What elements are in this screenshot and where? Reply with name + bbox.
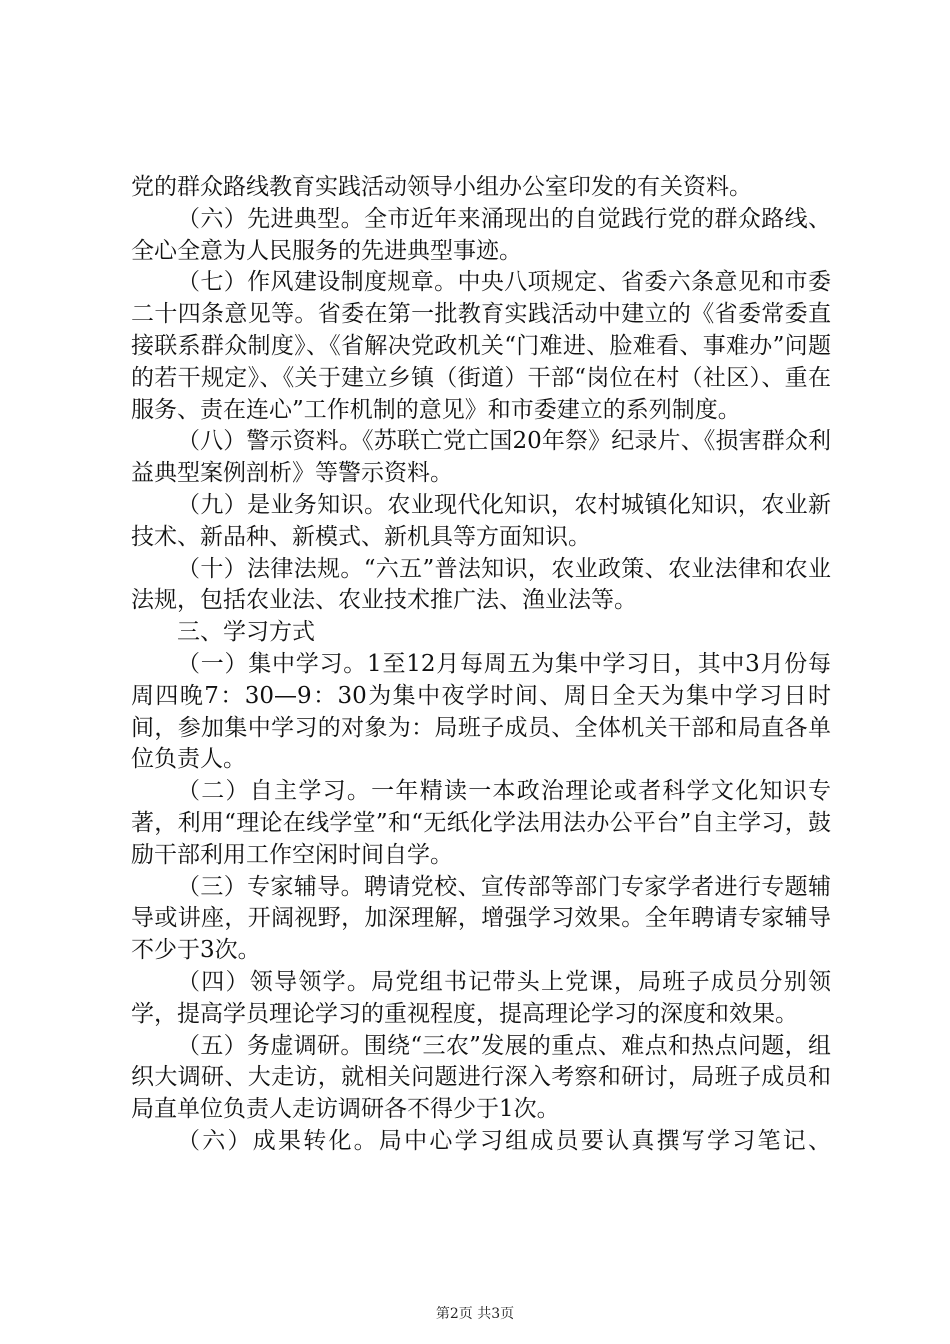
paragraph: （八）警示资料。《苏联亡党亡国20年祭》纪录片、《损害群众利益典型案例剖析》等警示资料。 [131,428,831,487]
document-body [131,172,831,1158]
paragraph: （十）法律法规。“六五”普法知识，农业政策、农业法律和农业法规，包括农业法、农业技术推广法、渔业法等。 [131,555,831,614]
paragraph: （九）是业务知识。农业现代化知识，农村城镇化知识，农业新技术、新品种、新模式、新机具等方面知识。 [131,491,831,550]
paragraph: （一）集中学习。1至12月每周五为集中学习日，其中3月份每周四晚7：30—9：30为集中夜学时间、周日全天为集中学习日时间，参加集中学习的对象为：局班子成员、全体机关干部和局直各单位负责人。 [131,650,831,773]
section-heading: 三、学习方式 [177,619,315,646]
page-number: 第2页 共3页 [435,1306,515,1322]
paragraph: （二）自主学习。一年精读一本政治理论或者科学文化知识专著，利用“理论在线学堂”和“无纸化学法用法办公平台”自主学习，鼓励干部利用工作空闲时间自学。 [131,778,831,868]
page-footer [0,1303,950,1323]
paragraph: 党的群众路线教育实践活动领导小组办公室印发的有关资料。 [131,174,752,200]
paragraph: （七）作风建设制度规章。中央八项规定、省委六条意见和市委二十四条意见等。省委在第一批教育实践活动中建立的《省委常委直接联系群众制度》、《省解决党政机关“门难进、脸难看、事难办”问题的若干规定》、《关于建立乡镇（街道）干部“岗位在村（社区）、重在服务、责在连心”工作机制的意见》和市委建立的系列制度。 [131,269,831,423]
paragraph: （六）先进典型。全市近年来涌现出的自觉践行党的群众路线、全心全意为人民服务的先进典型事迹。 [131,205,831,264]
paragraph: （三）专家辅导。聘请党校、宣传部等部门专家学者进行专题辅导或讲座，开阔视野，加深理解，增强学习效果。全年聘请专家辅导不少于3次。 [131,873,831,964]
paragraph: （六）成果转化。局中心学习组成员要认真撰写学习笔记、 [177,1127,831,1154]
paragraph: （五）务虚调研。围绕“三农”发展的重点、难点和热点问题，组织大调研、大走访，就相关问题进行深入考察和研讨，局班子成员和局直单位负责人走访调研各不得少于1次。 [131,1032,831,1123]
paragraph: （四）领导领学。局党组书记带头上党课，局班子成员分别领学，提高学员理论学习的重视程度，提高理论学习的深度和效果。 [131,968,831,1027]
